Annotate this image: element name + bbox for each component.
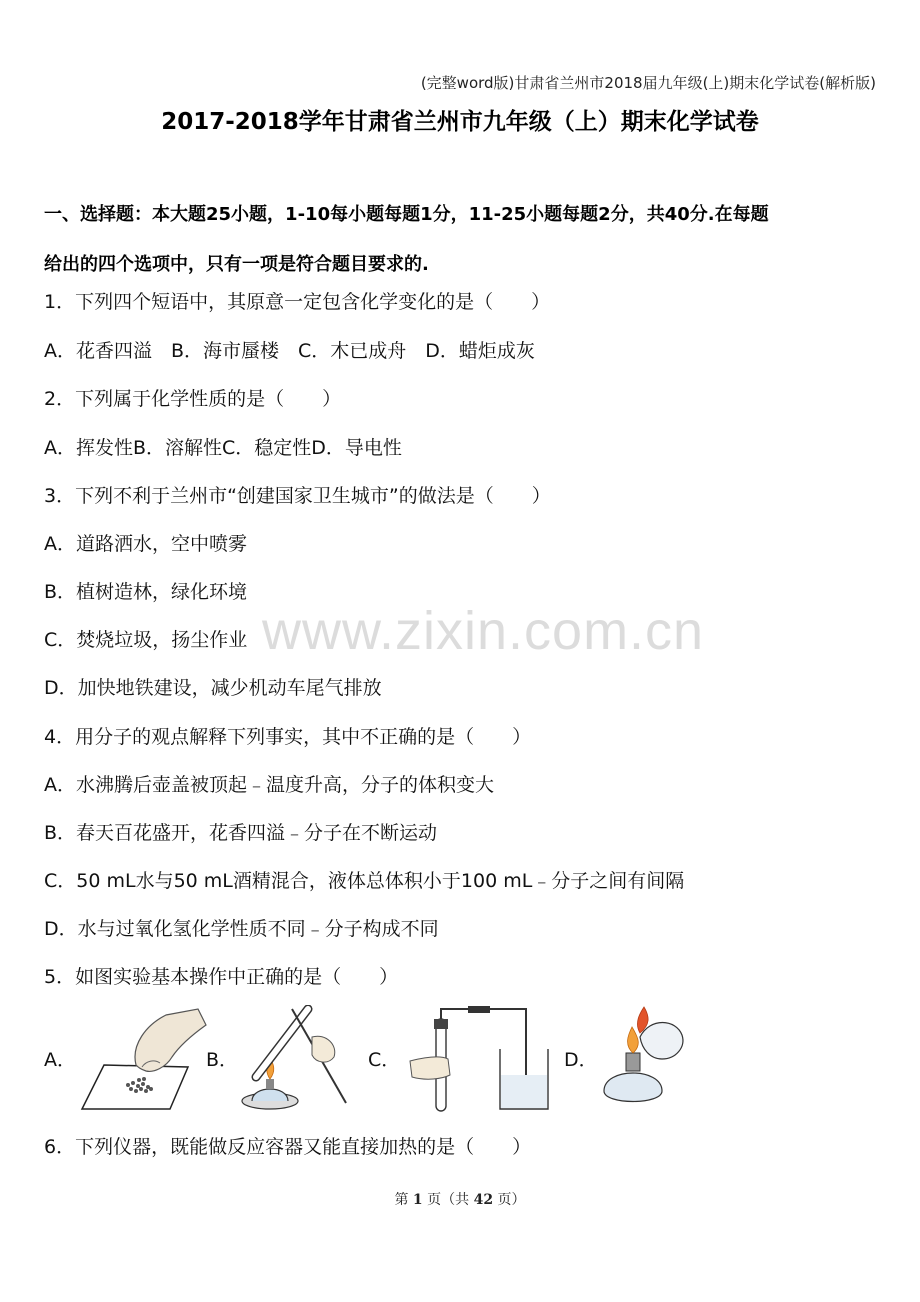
section-instructions xyxy=(44,190,880,290)
question-3: 3．下列不利于兰州市“创建国家卫生城市”的做法是（ ） xyxy=(44,485,551,507)
airtightness-check-illustration xyxy=(396,1005,556,1113)
question-4-option-c: C．50 mL水与50 mL酒精混合，液体总体积小于100 mL﹣分子之间有间隔 xyxy=(44,870,685,892)
question-1: 1．下列四个短语中，其原意一定包含化学变化的是（ ） xyxy=(44,291,551,313)
question-2-options: A．挥发性B．溶解性C．稳定性D．导电性 xyxy=(44,437,402,459)
question-5: 5．如图实验基本操作中正确的是（ ） xyxy=(44,966,399,988)
footer-page-number: 1 xyxy=(412,1192,423,1208)
heating-test-tube-illustration xyxy=(234,1005,364,1113)
question-3-option-a: A．道路洒水，空中喷雾 xyxy=(44,533,247,555)
question-5-options xyxy=(44,1005,704,1115)
question-4-option-a: A．水沸腾后壶盖被顶起﹣温度升高，分子的体积变大 xyxy=(44,774,494,796)
section-instructions-line2: 给出的四个选项中，只有一项是符合题目要求的. xyxy=(44,254,429,275)
option-b-label: B． xyxy=(206,1049,239,1071)
question-1-options: A．花香四溢 B．海市蜃楼 C．木已成舟 D．蜡炬成灰 xyxy=(44,340,535,362)
option-a-label: A． xyxy=(44,1049,76,1071)
section-instructions-line1: 一、选择题：本大题25小题，1-10每小题每题1分，11-25小题每题2分，共40分.在每题 xyxy=(44,204,769,225)
question-3-option-d: D．加快地铁建设，减少机动车尾气排放 xyxy=(44,677,382,699)
page-footer xyxy=(0,1189,920,1209)
footer-middle: 页（共 xyxy=(427,1192,470,1208)
question-3-option-c: C．焚烧垃圾，扬尘作业 xyxy=(44,629,248,651)
option-c-label: C． xyxy=(368,1049,401,1071)
question-3-option-b: B．植树造林，绿化环境 xyxy=(44,581,248,603)
weighing-paper-solid-illustration xyxy=(76,1005,226,1111)
question-4-option-d: D．水与过氧化氢化学性质不同﹣分子构成不同 xyxy=(44,918,439,940)
question-2: 2．下列属于化学性质的是（ ） xyxy=(44,388,342,410)
option-d-label: D． xyxy=(564,1049,598,1071)
footer-prefix: 第 xyxy=(394,1192,409,1208)
question-6: 6．下列仪器，既能做反应容器又能直接加热的是（ ） xyxy=(44,1136,532,1158)
question-4: 4．用分子的观点解释下列事实，其中不正确的是（ ） xyxy=(44,726,532,748)
footer-suffix: 页） xyxy=(497,1192,526,1208)
document-header-note: (完整word版)甘肃省兰州市2018届九年级(上)期末化学试卷(解析版) xyxy=(420,74,876,92)
watermark: www.zixin.com.cn xyxy=(262,601,705,661)
exam-title: 2017-2018学年甘肃省兰州市九年级（上）期末化学试卷 xyxy=(161,109,759,135)
alcohol-lamp-illustration xyxy=(596,1005,696,1113)
footer-total-pages: 42 xyxy=(473,1192,494,1208)
question-4-option-b: B．春天百花盛开，花香四溢﹣分子在不断运动 xyxy=(44,822,438,844)
